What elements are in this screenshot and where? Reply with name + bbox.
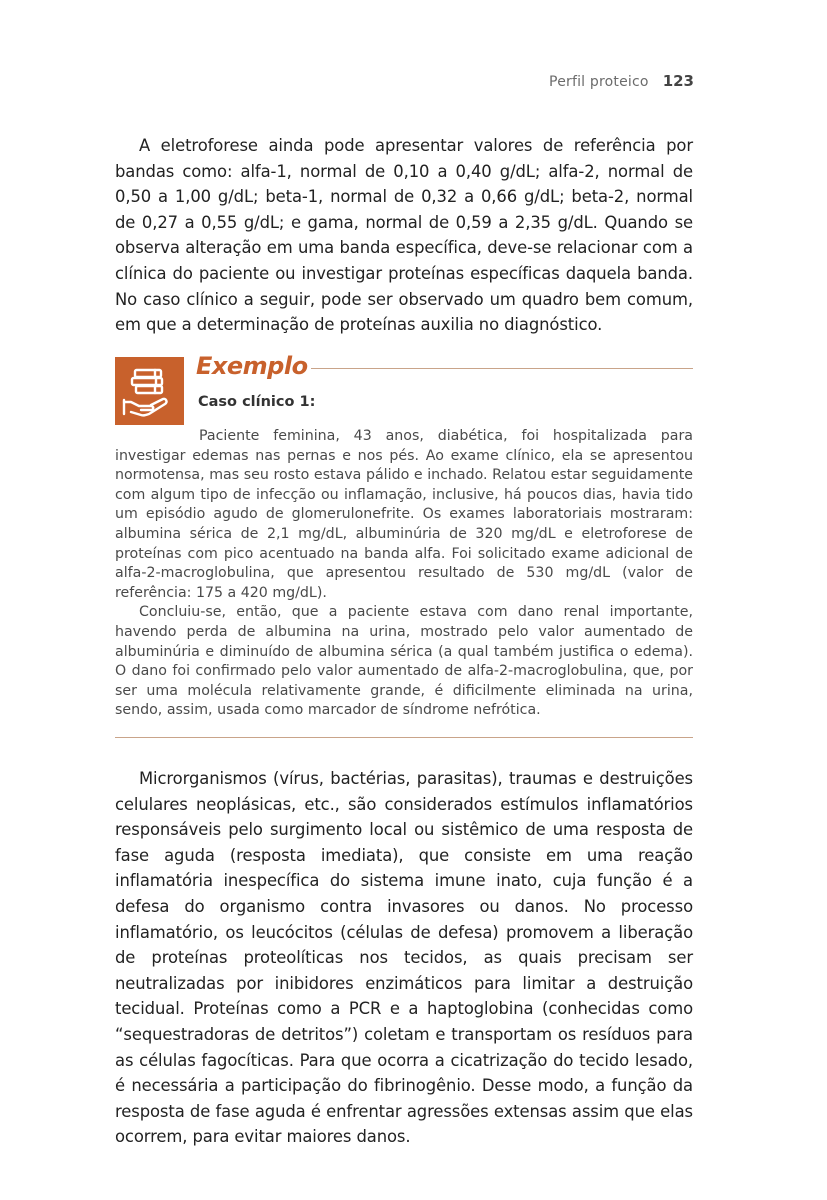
page-header xyxy=(549,72,694,90)
hand-holding-books-icon xyxy=(115,357,184,425)
body-paragraph-2-text: Microrganismos (vírus, bactérias, parasitas), traumas e destruições celulares neoplásicas, etc., são considerados estímulos inflamatórios responsáveis pelo surgimento local ou sistêmico de uma resposta de fase aguda (resposta imediata), que consiste em uma reação inflamatória inespecífica do sistema imune inato, cuja função é a defesa do organismo contra invasores ou danos. No processo inflamatório, os leucócitos (células de defesa) promovem a liberação de proteínas proteolíticas nos tecidos, as quais precisam ser neutralizadas por inibidores enzimáticos para limitar a destruição tecidual. Proteínas como a PCR e a haptoglobina (conhecidas como “sequestradoras de detritos”) coletam e transportam os resíduos para as células fagocíticas. Para que ocorra a cicatrização do tecido lesado, é necessária a participação do fibrinogênio. Desse modo, a função da resposta de fase aguda é enfrentar agressões extensas assim que elas ocorrem, para evitar maiores danos. xyxy=(115,769,693,1147)
case-body xyxy=(115,427,693,721)
case-paragraph-2 xyxy=(115,603,693,721)
example-bottom-rule xyxy=(115,737,693,738)
case-paragraph-1 xyxy=(115,427,693,603)
running-title: Perfil proteico xyxy=(549,74,649,90)
body-paragraph-2 xyxy=(115,766,693,1150)
body-paragraph-1-text: A eletroforese ainda pode apresentar valores de referência por bandas como: alfa-1, normal de 0,10 a 0,40 g/dL; alfa-2, normal de 0,50 a 1,00 g/dL; beta-1, normal de 0,32 a 0,66 g/dL; beta-2, normal de 0,27 a 0,55 g/dL; e gama, normal de 0,59 a 2,35 g/dL. Quando se observa alteração em uma banda específica, deve-se relacionar com a clínica do paciente ou investigar proteínas específicas daquela banda. No caso clínico a seguir, pode ser observado um quadro bem comum, em que a determinação de proteínas auxilia no diagnóstico. xyxy=(115,136,693,335)
example-title: Exemplo xyxy=(196,352,308,380)
case-paragraph-1-text: Paciente feminina, 43 anos, diabética, foi hospitalizada para investigar edemas nas pernas e nos pés. Ao exame clínico, ela se apresentou normotensa, mas seu rosto estava pálido e inchado. Relatou estar seguidamente com algum tipo de infecção ou inflamação, inclusive, há poucos dias, havia tido um episódio agudo de glomerulonefrite. Os exames laboratoriais mostraram: albumina sérica de 2,1 mg/dL, albuminúria de 320 mg/dL e eletroforese de proteínas com pico acentuado na banda alfa. Foi solicitado exame adicional de alfa-2-macroglobulina, que apresentou resultado de 530 mg/dL (valor de referência: 175 a 420 mg/dL). xyxy=(115,428,693,601)
body-paragraph-1 xyxy=(115,133,693,338)
case-paragraph-2-text: Concluiu-se, então, que a paciente estava com dano renal importante, havendo perda de albumina na urina, mostrado pelo valor aumentado de albuminúria e diminuído de albumina sérica (a qual também justifica o edema). O dano foi confirmado pelo valor aumentado de alfa-2-macroglobulina, que, por ser uma molécula relativamente grande, é dificilmente eliminada na urina, sendo, assim, usada como marcador de síndrome nefrótica. xyxy=(115,604,693,719)
page-number: 123 xyxy=(662,72,694,90)
case-title: Caso clínico 1: xyxy=(198,394,316,410)
example-title-rule xyxy=(311,368,693,369)
